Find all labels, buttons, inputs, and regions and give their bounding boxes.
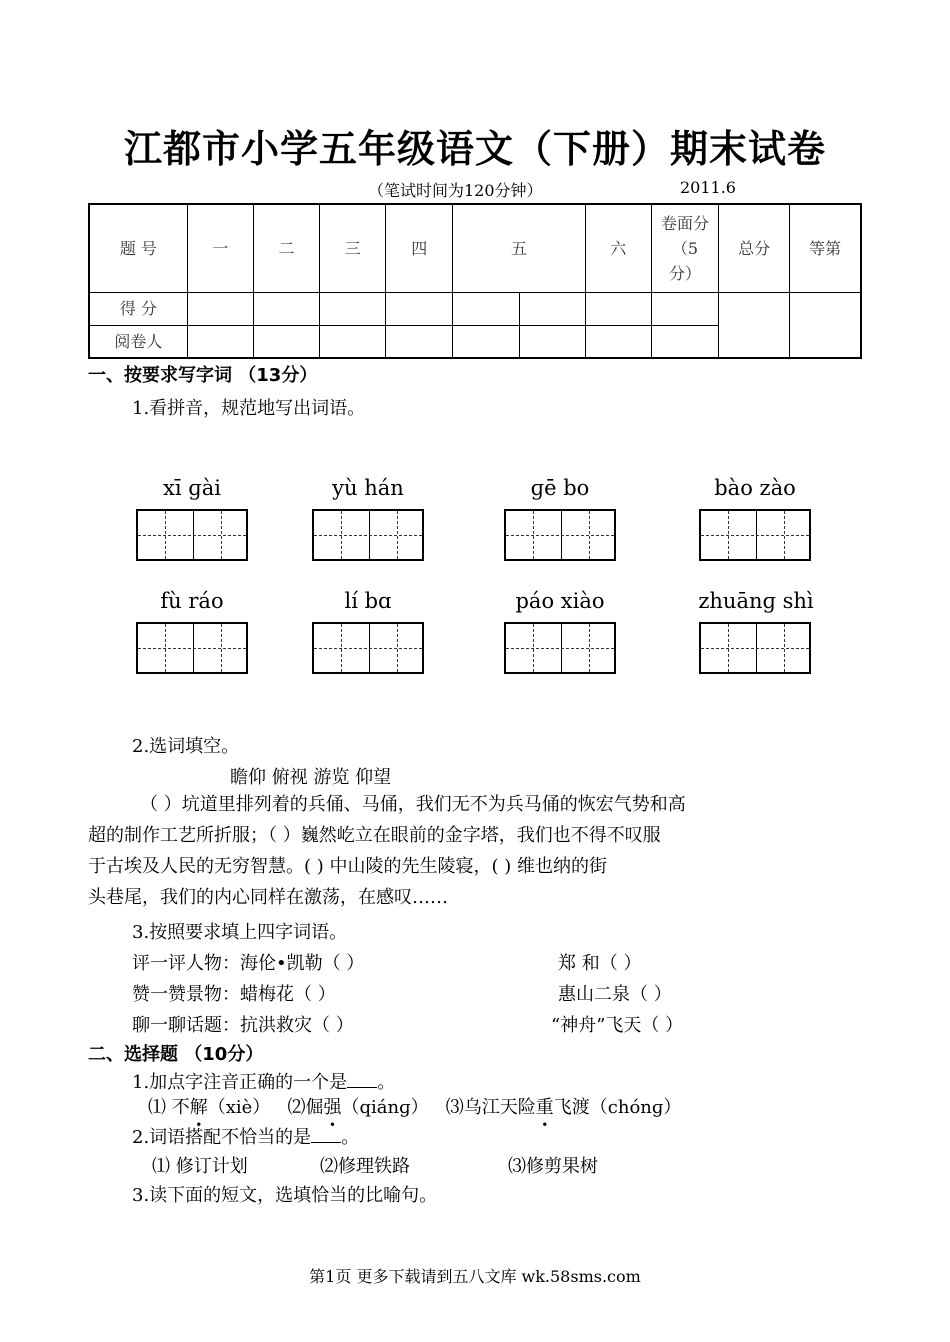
writing-grid[interactable] bbox=[699, 622, 811, 674]
header-cell-juanmian: 卷面分 （5 分） bbox=[651, 204, 718, 292]
header-cell: 四 bbox=[386, 204, 453, 292]
total-score-cell[interactable] bbox=[719, 292, 790, 358]
q3-item: “神舟”飞天（ ） bbox=[551, 1015, 684, 1036]
grader-cell[interactable] bbox=[519, 325, 585, 358]
score-cell[interactable] bbox=[386, 292, 453, 325]
header-cell: 二 bbox=[253, 204, 319, 292]
q1-instruction: 1.看拼音，规范地写出词语。 bbox=[132, 398, 366, 419]
writing-grid[interactable] bbox=[504, 509, 616, 561]
pinyin-label: fù ráo bbox=[160, 589, 224, 613]
q3-item: 惠山二泉（ ） bbox=[558, 984, 672, 1005]
answer-blank[interactable] bbox=[347, 1069, 377, 1088]
writing-grid[interactable] bbox=[136, 509, 248, 561]
header-cell: 一 bbox=[187, 204, 253, 292]
row-label: 阅卷人 bbox=[89, 325, 187, 358]
pinyin-label: lí bɑ bbox=[344, 589, 392, 613]
section2-heading: 二、选择题 （10分） bbox=[88, 1044, 264, 1065]
score-cell[interactable] bbox=[519, 292, 585, 325]
option[interactable]: ⑵修理铁路 bbox=[320, 1156, 410, 1177]
option[interactable]: ⑶修剪果树 bbox=[508, 1156, 598, 1177]
score-cell[interactable] bbox=[187, 292, 253, 325]
passage-line: 头巷尾，我们的内心同样在激荡，在感叹…… bbox=[88, 887, 448, 908]
grader-cell[interactable] bbox=[187, 325, 253, 358]
header-cell: 题 号 bbox=[89, 204, 187, 292]
choice-q2: 2.词语搭配不恰当的是 。 bbox=[132, 1123, 359, 1149]
choice-q3: 3.读下面的短文，选填恰当的比喻句。 bbox=[132, 1185, 438, 1206]
header-cell: 五 bbox=[453, 204, 585, 292]
option[interactable]: ⑴ 修订计划 bbox=[152, 1156, 248, 1177]
word-bank: 瞻仰 俯视 游览 仰望 bbox=[230, 767, 392, 788]
grader-cell[interactable] bbox=[453, 325, 519, 358]
choice-q1-options bbox=[148, 1093, 681, 1119]
section1-heading: 一、按要求写字词 （13分） bbox=[88, 365, 318, 386]
option[interactable]: ⑴ 不解（xiè） bbox=[148, 1097, 271, 1118]
header-cell: 三 bbox=[320, 204, 386, 292]
choice-q1: 1.加点字注音正确的一个是 。 bbox=[132, 1068, 395, 1094]
option[interactable]: ⑵倔强（qiánɡ） bbox=[287, 1097, 429, 1118]
row-label: 得 分 bbox=[89, 292, 187, 325]
writing-grid[interactable] bbox=[136, 622, 248, 674]
grader-cell[interactable] bbox=[386, 325, 453, 358]
passage-line: （ ）坑道里排列着的兵俑、马俑，我们无不为兵马俑的恢宏气势和高 bbox=[140, 794, 686, 815]
grader-cell[interactable] bbox=[585, 325, 651, 358]
header-cell: 总分 bbox=[719, 204, 790, 292]
exam-title: 江都市小学五年级语文（下册）期末试卷 bbox=[123, 127, 826, 171]
score-table bbox=[88, 203, 862, 359]
q3-instruction: 3.按照要求填上四字词语。 bbox=[132, 922, 348, 943]
score-cell[interactable] bbox=[651, 292, 718, 325]
grader-cell[interactable] bbox=[253, 325, 319, 358]
q3-item: 赞一赞景物：蜡梅花（ ） bbox=[132, 984, 336, 1005]
q3-item: 郑 和（ ） bbox=[558, 953, 642, 974]
pinyin-label: ɡē bo bbox=[530, 476, 590, 500]
grader-cell[interactable] bbox=[320, 325, 386, 358]
score-cell[interactable] bbox=[585, 292, 651, 325]
q3-item: 评一评人物：海伦•凯勒（ ） bbox=[132, 953, 365, 974]
writing-grid[interactable] bbox=[504, 622, 616, 674]
writing-grid[interactable] bbox=[699, 509, 811, 561]
q3-item: 聊一聊话题：抗洪救灾（ ） bbox=[132, 1015, 354, 1036]
page-footer: 第1页 更多下载请到五八文库 wk.58sms.com bbox=[309, 1267, 641, 1286]
exam-date: 2011.6 bbox=[680, 178, 736, 197]
header-cell: 六 bbox=[585, 204, 651, 292]
grader-cell[interactable] bbox=[651, 325, 718, 358]
pinyin-label: zhuānɡ shì bbox=[698, 589, 814, 613]
passage-line: 于古埃及人民的无穷智慧。( ) 中山陵的先生陵寝，( ) 维也纳的街 bbox=[88, 856, 607, 877]
score-cell[interactable] bbox=[320, 292, 386, 325]
score-cell[interactable] bbox=[253, 292, 319, 325]
exam-duration: （笔试时间为120分钟） bbox=[368, 181, 543, 200]
writing-grid[interactable] bbox=[312, 622, 424, 674]
passage-line: 超的制作工艺所折服；（ ）巍然屹立在眼前的金字塔，我们也不得不叹服 bbox=[88, 825, 661, 846]
header-cell: 等第 bbox=[790, 204, 861, 292]
pinyin-label: páo xiào bbox=[515, 589, 605, 613]
writing-grid[interactable] bbox=[312, 509, 424, 561]
score-cell[interactable] bbox=[453, 292, 519, 325]
answer-blank[interactable] bbox=[311, 1124, 341, 1143]
option[interactable]: ⑶乌江天险重飞渡（chónɡ） bbox=[445, 1097, 682, 1118]
pinyin-label: xī ɡài bbox=[163, 476, 221, 500]
q2-instruction: 2.选词填空。 bbox=[132, 736, 240, 757]
pinyin-label: yù hán bbox=[332, 476, 404, 500]
grade-cell[interactable] bbox=[790, 292, 861, 358]
pinyin-label: bào zào bbox=[714, 476, 796, 500]
